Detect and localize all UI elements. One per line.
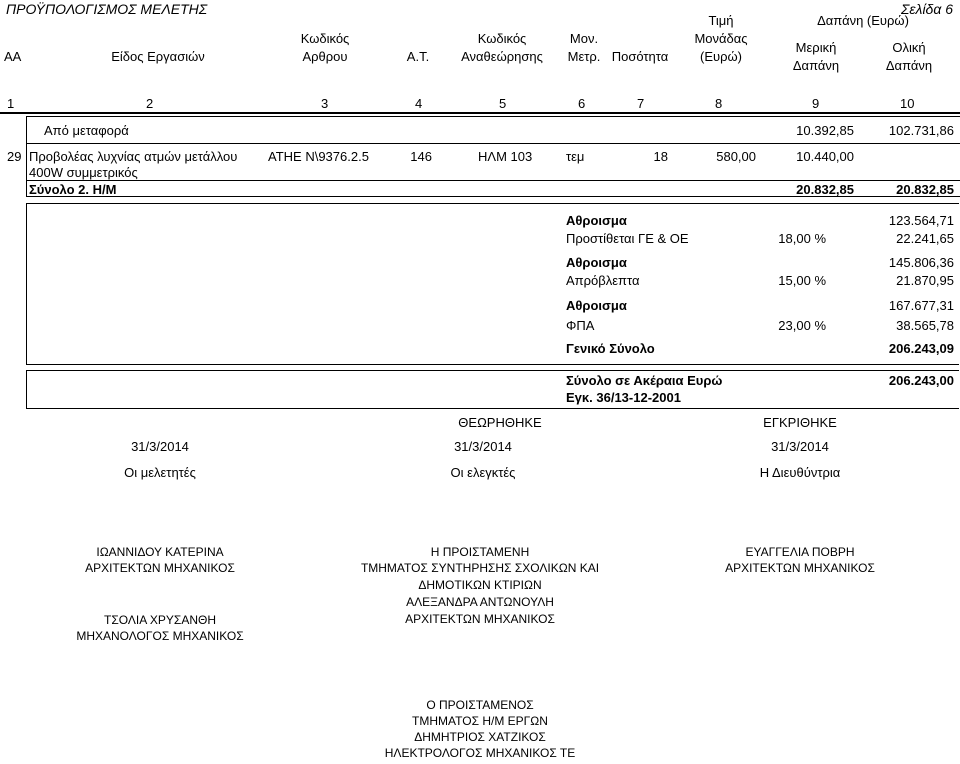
item-at: 146	[410, 149, 432, 164]
subtotal-label: Σύνολο 2. Η/Μ	[29, 182, 117, 197]
item-meriki: 10.440,00	[796, 149, 854, 164]
signatory-title: ΑΡΧΙΤΕΚΤΩΝ ΜΗΧΑΝΙΚΟΣ	[85, 561, 235, 575]
table-grid-line	[26, 116, 960, 117]
role-elegktes: Οι ελεγκτές	[450, 465, 516, 480]
col-anatheorisi-line1: Κωδικός	[477, 31, 527, 46]
header-divider	[0, 112, 960, 114]
summary-percent: 18,00 %	[778, 231, 826, 246]
col-timi-line3: (Ευρώ)	[700, 49, 742, 64]
item-description-line2: 400W συμμετρικός	[29, 165, 138, 180]
integer-total-box	[26, 370, 959, 409]
col-dapani-header: Δαπάνη (Ευρώ)	[817, 13, 909, 28]
grand-total-label: Γενικό Σύνολο	[566, 341, 655, 356]
signatory-name: ΔΗΜΗΤΡΙΟΣ ΧΑΤΖΙΚΟΣ	[414, 730, 546, 744]
item-posotita: 18	[653, 149, 668, 164]
col-eidos-header: Είδος Εργασιών	[111, 49, 205, 64]
summary-percent: 23,00 %	[778, 318, 826, 333]
summary-percent: 15,00 %	[778, 273, 826, 288]
col-oliki-line1: Ολική	[892, 40, 926, 55]
col-monada-line1: Μον.	[569, 31, 599, 46]
integer-total-value: 206.243,00	[888, 373, 954, 388]
signatory-role: Η ΠΡΟΙΣΤΑΜΕΝΗ	[430, 545, 530, 559]
col-aa-header: ΑΑ	[4, 49, 22, 64]
approval-date: 31/3/2014	[131, 439, 189, 454]
signatory-name: ΑΛΕΞΑΝΔΡΑ ΑΝΤΩΝΟΥΛΗ	[406, 595, 554, 609]
summary-value: 167.677,31	[888, 298, 954, 313]
document-title: ΠΡΟΫΠΟΛΟΓΙΣΜΟΣ ΜΕΛΕΤΗΣ	[6, 1, 208, 17]
col-at-header: Α.Τ.	[406, 49, 430, 64]
table-grid-line	[26, 180, 960, 181]
col-number: 1	[7, 96, 15, 111]
signatory-title: ΜΗΧΑΝΟΛΟΓΟΣ ΜΗΧΑΝΙΚΟΣ	[76, 629, 244, 643]
subtotal-oliki: 20.832,85	[896, 182, 954, 197]
table-grid-line	[26, 116, 27, 196]
subtotal-meriki: 20.832,85	[796, 182, 854, 197]
summary-value: 38.565,78	[896, 318, 954, 333]
col-number: 5	[499, 96, 507, 111]
summary-label: Απρόβλεπτα	[566, 273, 640, 288]
approval-date: 31/3/2014	[454, 439, 512, 454]
col-oliki-line2: Δαπάνη	[885, 58, 933, 73]
item-timi: 580,00	[716, 149, 756, 164]
signatory-name: ΙΩΑΝΝΙΔΟΥ ΚΑΤΕΡΙΝΑ	[96, 545, 224, 559]
egkrithike-heading: ΕΓΚΡΙΘΗΚΕ	[763, 415, 837, 430]
carry-over-label: Από μεταφορά	[44, 123, 129, 138]
col-meriki-line1: Μερική	[795, 40, 837, 55]
role-dieuthyntria: Η Διευθύντρια	[759, 465, 841, 480]
col-number: 6	[578, 96, 586, 111]
col-monada-line2: Μετρ.	[567, 49, 601, 64]
signatory-department: ΔΗΜΟΤΙΚΩΝ ΚΤΙΡΙΩΝ	[418, 578, 542, 592]
signatory-title: ΑΡΧΙΤΕΚΤΩΝ ΜΗΧΑΝΙΚΟΣ	[405, 612, 555, 626]
item-arthro: ΑΤΗΕ Ν\9376.2.5	[268, 149, 369, 164]
signatory-name: ΤΣΟΛΙΑ ΧΡΥΣΑΝΘΗ	[104, 613, 216, 627]
item-anatheorisi: ΗΛΜ 103	[478, 149, 533, 164]
page-number: Σελίδα 6	[901, 1, 953, 17]
item-description-line1: Προβολέας λυχνίας ατμών μετάλλου	[29, 149, 238, 164]
summary-value: 123.564,71	[888, 213, 954, 228]
col-number: 4	[415, 96, 423, 111]
col-posotita-header: Ποσότητα	[611, 49, 669, 64]
col-kodikos-arthrou-line2: Αρθρου	[302, 49, 348, 64]
item-aa: 29	[7, 149, 22, 164]
signatory-name: ΕΥΑΓΓΕΛΙΑ ΠΟΒΡΗ	[745, 545, 855, 559]
summary-value: 145.806,36	[888, 255, 954, 270]
summary-label: Αθροισμα	[566, 298, 627, 313]
col-number: 10	[900, 96, 915, 111]
signatory-role: Ο ΠΡΟΙΣΤΑΜΕΝΟΣ	[426, 698, 534, 712]
role-meletites: Οι μελετητές	[124, 465, 196, 480]
signatory-department: ΤΜΗΜΑΤΟΣ Η/Μ ΕΡΓΩΝ	[412, 714, 548, 728]
summary-value: 22.241,65	[896, 231, 954, 246]
theorithike-heading: ΘΕΩΡΗΘΗΚΕ	[458, 415, 542, 430]
signatory-title: ΑΡΧΙΤΕΚΤΩΝ ΜΗΧΑΝΙΚΟΣ	[725, 561, 875, 575]
summary-value: 21.870,95	[896, 273, 954, 288]
table-grid-line	[26, 143, 960, 144]
summary-label: Αθροισμα	[566, 255, 627, 270]
item-monada: τεμ	[566, 149, 585, 164]
col-timi-line1: Τιμή	[708, 13, 734, 28]
integer-total-label: Σύνολο σε Ακέραια Ευρώ	[566, 373, 723, 388]
approval-date: 31/3/2014	[771, 439, 829, 454]
col-number: 8	[715, 96, 723, 111]
carry-over-meriki: 10.392,85	[796, 123, 854, 138]
summary-label: Αθροισμα	[566, 213, 627, 228]
grand-total-value: 206.243,09	[888, 341, 954, 356]
carry-over-oliki: 102.731,86	[888, 123, 954, 138]
summary-label: Προστίθεται ΓΕ & ΟΕ	[566, 231, 689, 246]
integer-total-ref: Εγκ. 36/13-12-2001	[566, 390, 681, 405]
col-anatheorisi-line2: Αναθεώρησης	[461, 49, 543, 64]
summary-label: ΦΠΑ	[566, 318, 595, 333]
col-kodikos-arthrou-line1: Κωδικός	[300, 31, 350, 46]
col-number: 7	[637, 96, 645, 111]
signatory-department: ΤΜΗΜΑΤΟΣ ΣΥΝΤΗΡΗΣΗΣ ΣΧΟΛΙΚΩΝ ΚΑΙ	[360, 561, 600, 575]
col-number: 3	[321, 96, 329, 111]
col-meriki-line2: Δαπάνη	[792, 58, 840, 73]
col-number: 2	[146, 96, 154, 111]
col-number: 9	[812, 96, 820, 111]
col-timi-line2: Μονάδας	[694, 31, 748, 46]
signatory-title: ΗΛΕΚΤΡΟΛΟΓΟΣ ΜΗΧΑΝΙΚΟΣ ΤΕ	[384, 746, 576, 760]
